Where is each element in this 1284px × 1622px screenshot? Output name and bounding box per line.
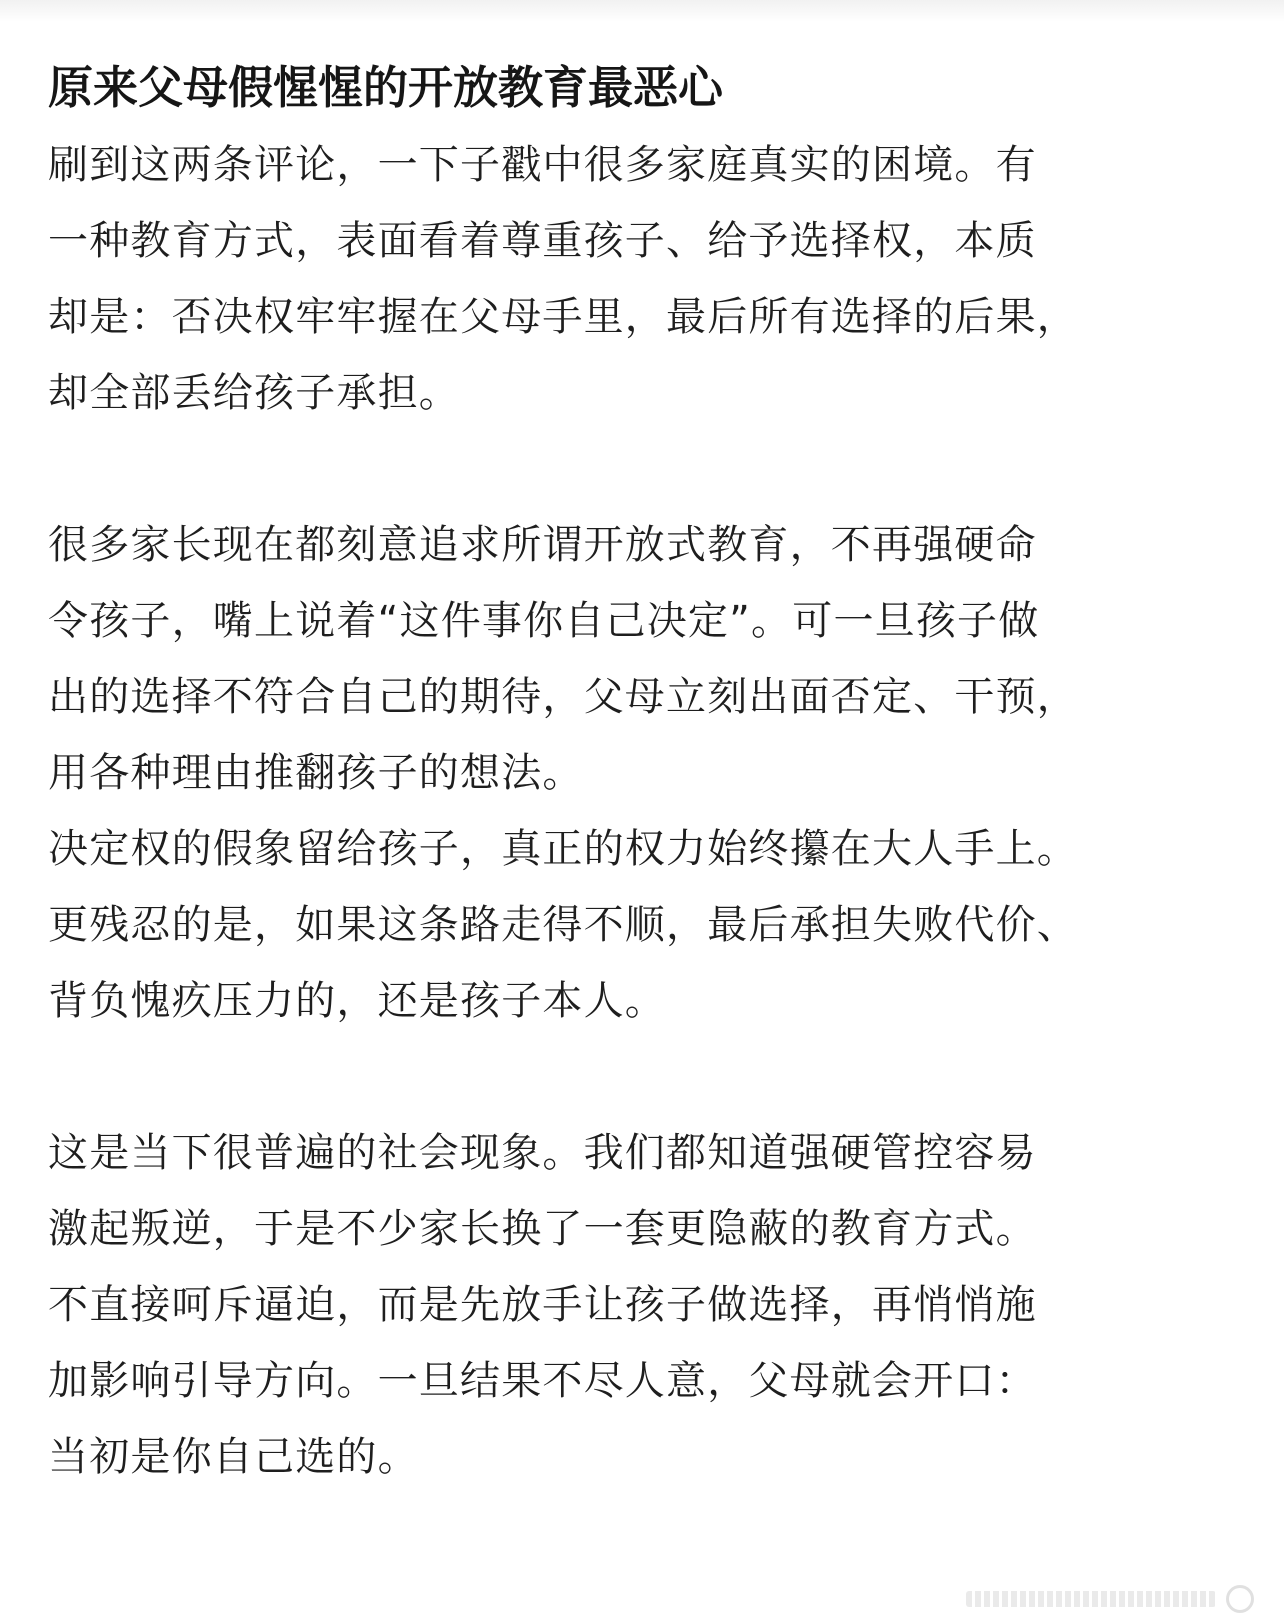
- paragraph-line: 用各种理由推翻孩子的想法。: [48, 750, 584, 796]
- paragraph-line: 令孩子，嘴上说着“这件事你自己决定”。可一旦孩子做: [48, 598, 1040, 644]
- paragraph-line: 加影响引导方向。一旦结果不尽人意，父母就会开口：: [48, 1358, 1037, 1404]
- paragraph-line: 出的选择不符合自己的期待，父母立刻出面否定、干预，: [48, 674, 1078, 720]
- paragraph-1: [48, 127, 1248, 431]
- paragraph-line: 决定权的假象留给孩子，真正的权力始终攥在大人手上。: [48, 826, 1078, 872]
- article-title: 原来父母假惺惺的开放教育最恶心: [48, 61, 724, 114]
- paragraph-line: 不直接呵斥逼迫，而是先放手让孩子做选择，再悄悄施: [48, 1282, 1037, 1328]
- paragraph-line: 刷到这两条评论，一下子戳中很多家庭真实的困境。有: [48, 142, 1037, 188]
- paragraph-3: [48, 1115, 1248, 1495]
- paragraph-line: 一种教育方式，表面看着尊重孩子、给予选择权，本质: [48, 218, 1037, 264]
- paragraph-2: [48, 507, 1248, 1039]
- article: [48, 56, 1248, 1495]
- top-edge-shadow: [0, 0, 1284, 22]
- watermark: [966, 1582, 1254, 1616]
- watermark-mark: [966, 1591, 1216, 1607]
- paragraph-line: 激起叛逆，于是不少家长换了一套更隐蔽的教育方式。: [48, 1206, 1037, 1252]
- paragraph-line: 背负愧疚压力的，还是孩子本人。: [48, 978, 666, 1024]
- paragraph-line: 当初是你自己选的。: [48, 1434, 419, 1480]
- paragraph-line: 这是当下很普遍的社会现象。我们都知道强硬管控容易: [48, 1130, 1037, 1176]
- paragraph-line: 更残忍的是，如果这条路走得不顺，最后承担失败代价、: [48, 902, 1078, 948]
- watermark-logo-icon: [1226, 1585, 1254, 1613]
- paragraph-line: 却是：否决权牢牢握在父母手里，最后所有选择的后果，: [48, 294, 1078, 340]
- paragraph-line: 很多家长现在都刻意追求所谓开放式教育，不再强硬命: [48, 522, 1037, 568]
- paragraph-line: 却全部丢给孩子承担。: [48, 370, 460, 416]
